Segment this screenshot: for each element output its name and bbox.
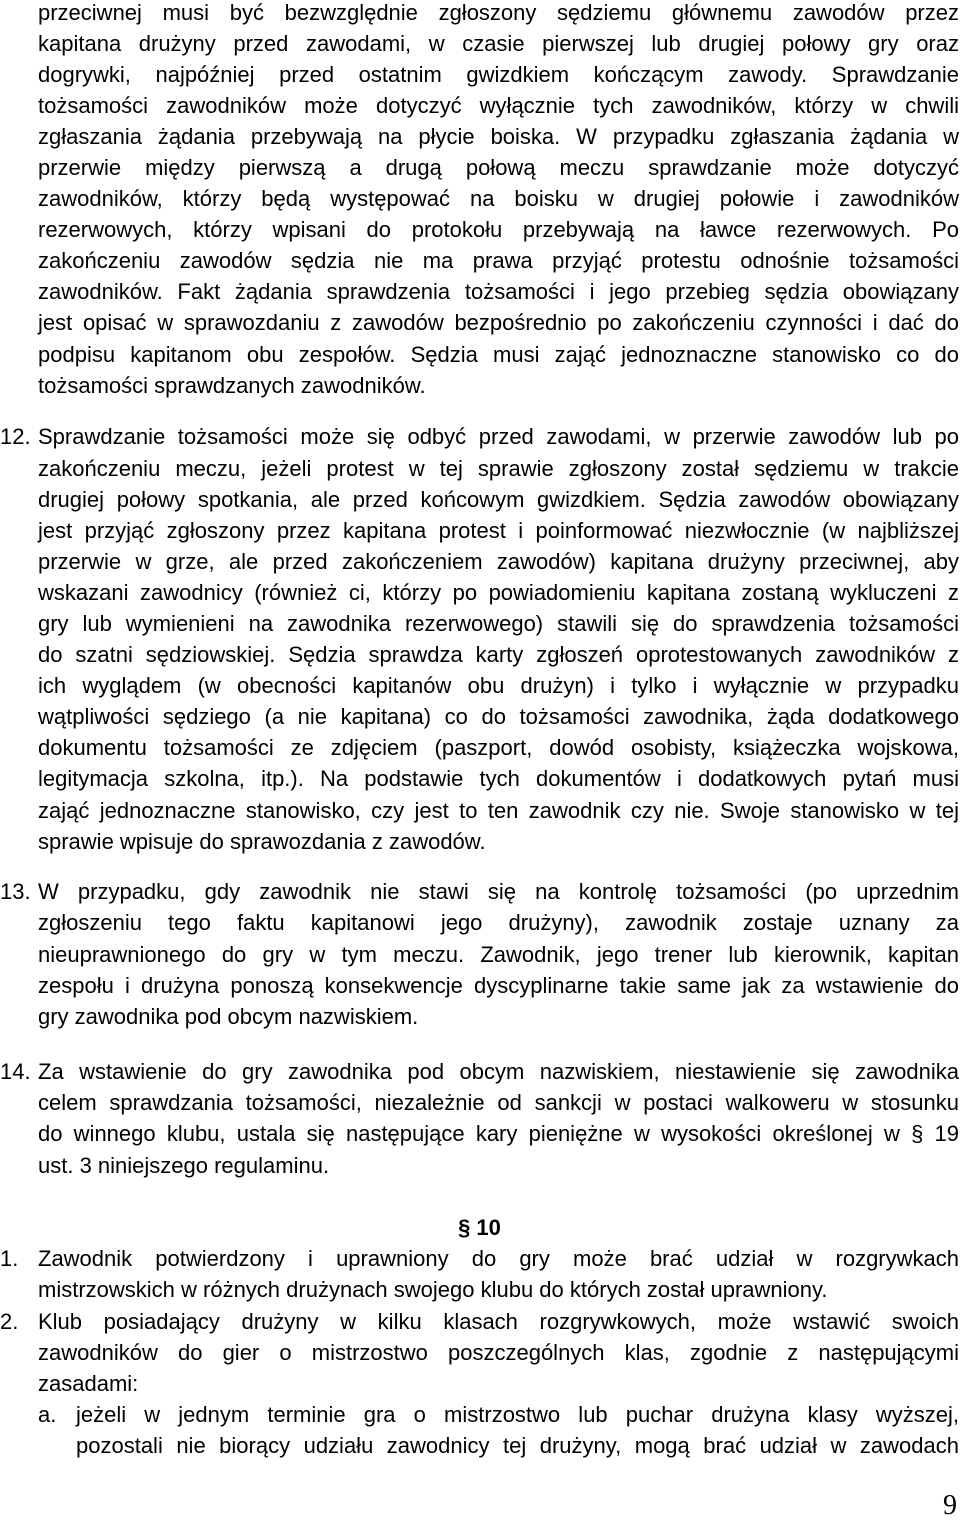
text-line: dokumentu tożsamości ze zdjęciem (paszport, dowód osobisty, książeczka wojskowa, [38, 735, 959, 761]
text-line: jest przyjąć zgłoszony przez kapitana protest i poinformować niezwłocznie (w najbliższej [38, 517, 959, 543]
text-line: zająć jednoznaczne stanowisko, czy jest to ten zawodnik czy nie. Swoje stanowisko w tej [38, 797, 959, 823]
text-line: Sprawdzanie tożsamości może się odbyć przed zawodami, w przerwie zawodów lub po [38, 424, 959, 450]
list-item-13 [0, 876, 959, 1031]
text-line: zakończeniu meczu, jeżeli protest w tej sprawie zgłoszony został sędziemu w trakcie [38, 455, 959, 481]
text-line: zespołu i drużyna ponoszą konsekwencje dyscyplinarne takie same jak za wstawienie do [38, 972, 959, 998]
item-number: 2. [0, 1308, 19, 1334]
text-line: tożsamości zawodników może dotyczyć wyłącznie tych zawodników, którzy w chwili [38, 92, 959, 118]
text-line: gry zawodnika pod obcym nazwiskiem. [38, 1003, 419, 1029]
text-line: W przypadku, gdy zawodnik nie stawi się na kontrolę tożsamości (po uprzednim [38, 879, 959, 905]
text-line: do szatni sędziowskiej. Sędzia sprawdza karty zgłoszeń oprotestowanych zawodników z [38, 642, 959, 668]
page-number: 9 [943, 1490, 957, 1521]
text-line: ich wyglądem (w obecności kapitanów obu drużyn) i tylko i wyłącznie w przypadku [38, 673, 959, 699]
text-line: legitymacja szkolna, itp.). Na podstawie tych dokumentów i dodatkowych pytań musi [38, 766, 959, 792]
text-line: Klub posiadający drużyny w kilku klasach rozgrywkowych, może wstawić swoich [38, 1308, 959, 1334]
text-line: wskazani zawodnicy (również ci, którzy po powiadomieniu kapitana zostaną wykluczeni z [38, 579, 959, 605]
paragraph-continuation [0, 0, 959, 401]
text-line: przerwie w grze, ale przed zakończeniem zawodów) kapitana drużyny przeciwnej, aby [38, 548, 959, 574]
text-line: sprawie wpisuje do sprawozdania z zawodów. [38, 828, 486, 854]
text-line: kapitana drużyny przed zawodami, w czasie pierwszej lub drugiej połowy gry oraz [38, 30, 959, 56]
text-line: zgłaszania żądania przebywają na płycie boiska. W przypadku zgłaszania żądania w [38, 123, 959, 149]
text-line: rezerwowych, którzy wpisani do protokołu przebywają na ławce rezerwowych. Po [38, 217, 959, 243]
text-line: zawodników. Fakt żądania sprawdzenia tożsamości i jego przebieg sędzia obowiązany [38, 279, 959, 305]
text-line: mistrzowskich w różnych drużynach swojego klubu do których został uprawniony. [38, 1277, 828, 1303]
list-item-14 [0, 1056, 959, 1180]
text-line: zawodników, którzy będą występować na boisku w drugiej połowie i zawodników [38, 186, 959, 212]
text-line: przerwie między pierwszą a drugą połową meczu sprawdzanie może dotyczyć [38, 154, 959, 180]
section-heading: § 10 [458, 1215, 501, 1241]
text-line: jest opisać w sprawozdaniu z zawodów bezpośrednio po zakończeniu czynności i dać do [38, 310, 959, 336]
section-item-1 [0, 1243, 959, 1305]
item-number: 14. [0, 1059, 31, 1085]
text-line: wątpliwości sędziego (a nie kapitana) co do tożsamości zawodnika, żąda dodatkowego [38, 704, 959, 730]
text-line: przeciwnej musi być bezwzględnie zgłoszony sędziemu głównemu zawodów przez [38, 0, 959, 25]
text-line: gry lub wymienieni na zawodnika rezerwowego) stawili się do sprawdzenia tożsamości [38, 610, 959, 636]
text-line: zakończeniu zawodów sędzia nie ma prawa przyjąć protestu odnośnie tożsamości [38, 248, 959, 274]
item-number: 13. [0, 879, 31, 905]
text-line: zasadami: [38, 1370, 139, 1396]
text-line: tożsamości sprawdzanych zawodników. [38, 372, 426, 398]
section-item-2 [0, 1306, 959, 1461]
text-line: zgłoszeniu tego faktu kapitanowi jego drużyny), zawodnik zostaje uznany za [38, 910, 959, 936]
text-line: nieuprawnionego do gry w tym meczu. Zawodnik, jego trener lub kierownik, kapitan [38, 941, 959, 967]
text-line: do winnego klubu, ustala się następujące kary pieniężne w wysokości określonej w § 19 [38, 1121, 959, 1147]
text-line: zawodników do gier o mistrzostwo poszczególnych klas, zgodnie z następującymi [38, 1339, 959, 1365]
text-line: jeżeli w jednym terminie gra o mistrzostwo lub puchar drużyna klasy wyższej, [76, 1401, 959, 1427]
text-line: celem sprawdzania tożsamości, niezależnie od sankcji w postaci walkoweru w stosunku [38, 1090, 959, 1116]
text-line: pozostali nie biorący udziału zawodnicy tej drużyny, mogą brać udział w zawodach [76, 1432, 959, 1458]
text-line: drugiej połowy spotkania, ale przed końcowym gwizdkiem. Sędzia zawodów obowiązany [38, 486, 959, 512]
text-line: Za wstawienie do gry zawodnika pod obcym nazwiskiem, niestawienie się zawodnika [38, 1059, 959, 1085]
text-line: dogrywki, najpóźniej przed ostatnim gwizdkiem kończącym zawody. Sprawdzanie [38, 61, 959, 87]
item-number: 1. [0, 1246, 19, 1272]
text-line: ust. 3 niniejszego regulaminu. [38, 1152, 330, 1178]
subitem-letter: a. [38, 1401, 57, 1427]
text-line: podpisu kapitanom obu zespołów. Sędzia musi zająć jednoznaczne stanowisko co do [38, 341, 959, 367]
list-item-12 [0, 421, 959, 856]
subitem-a [38, 1399, 959, 1461]
text-line: Zawodnik potwierdzony i uprawniony do gry może brać udział w rozgrywkach [38, 1246, 959, 1272]
item-number: 12. [0, 424, 31, 450]
